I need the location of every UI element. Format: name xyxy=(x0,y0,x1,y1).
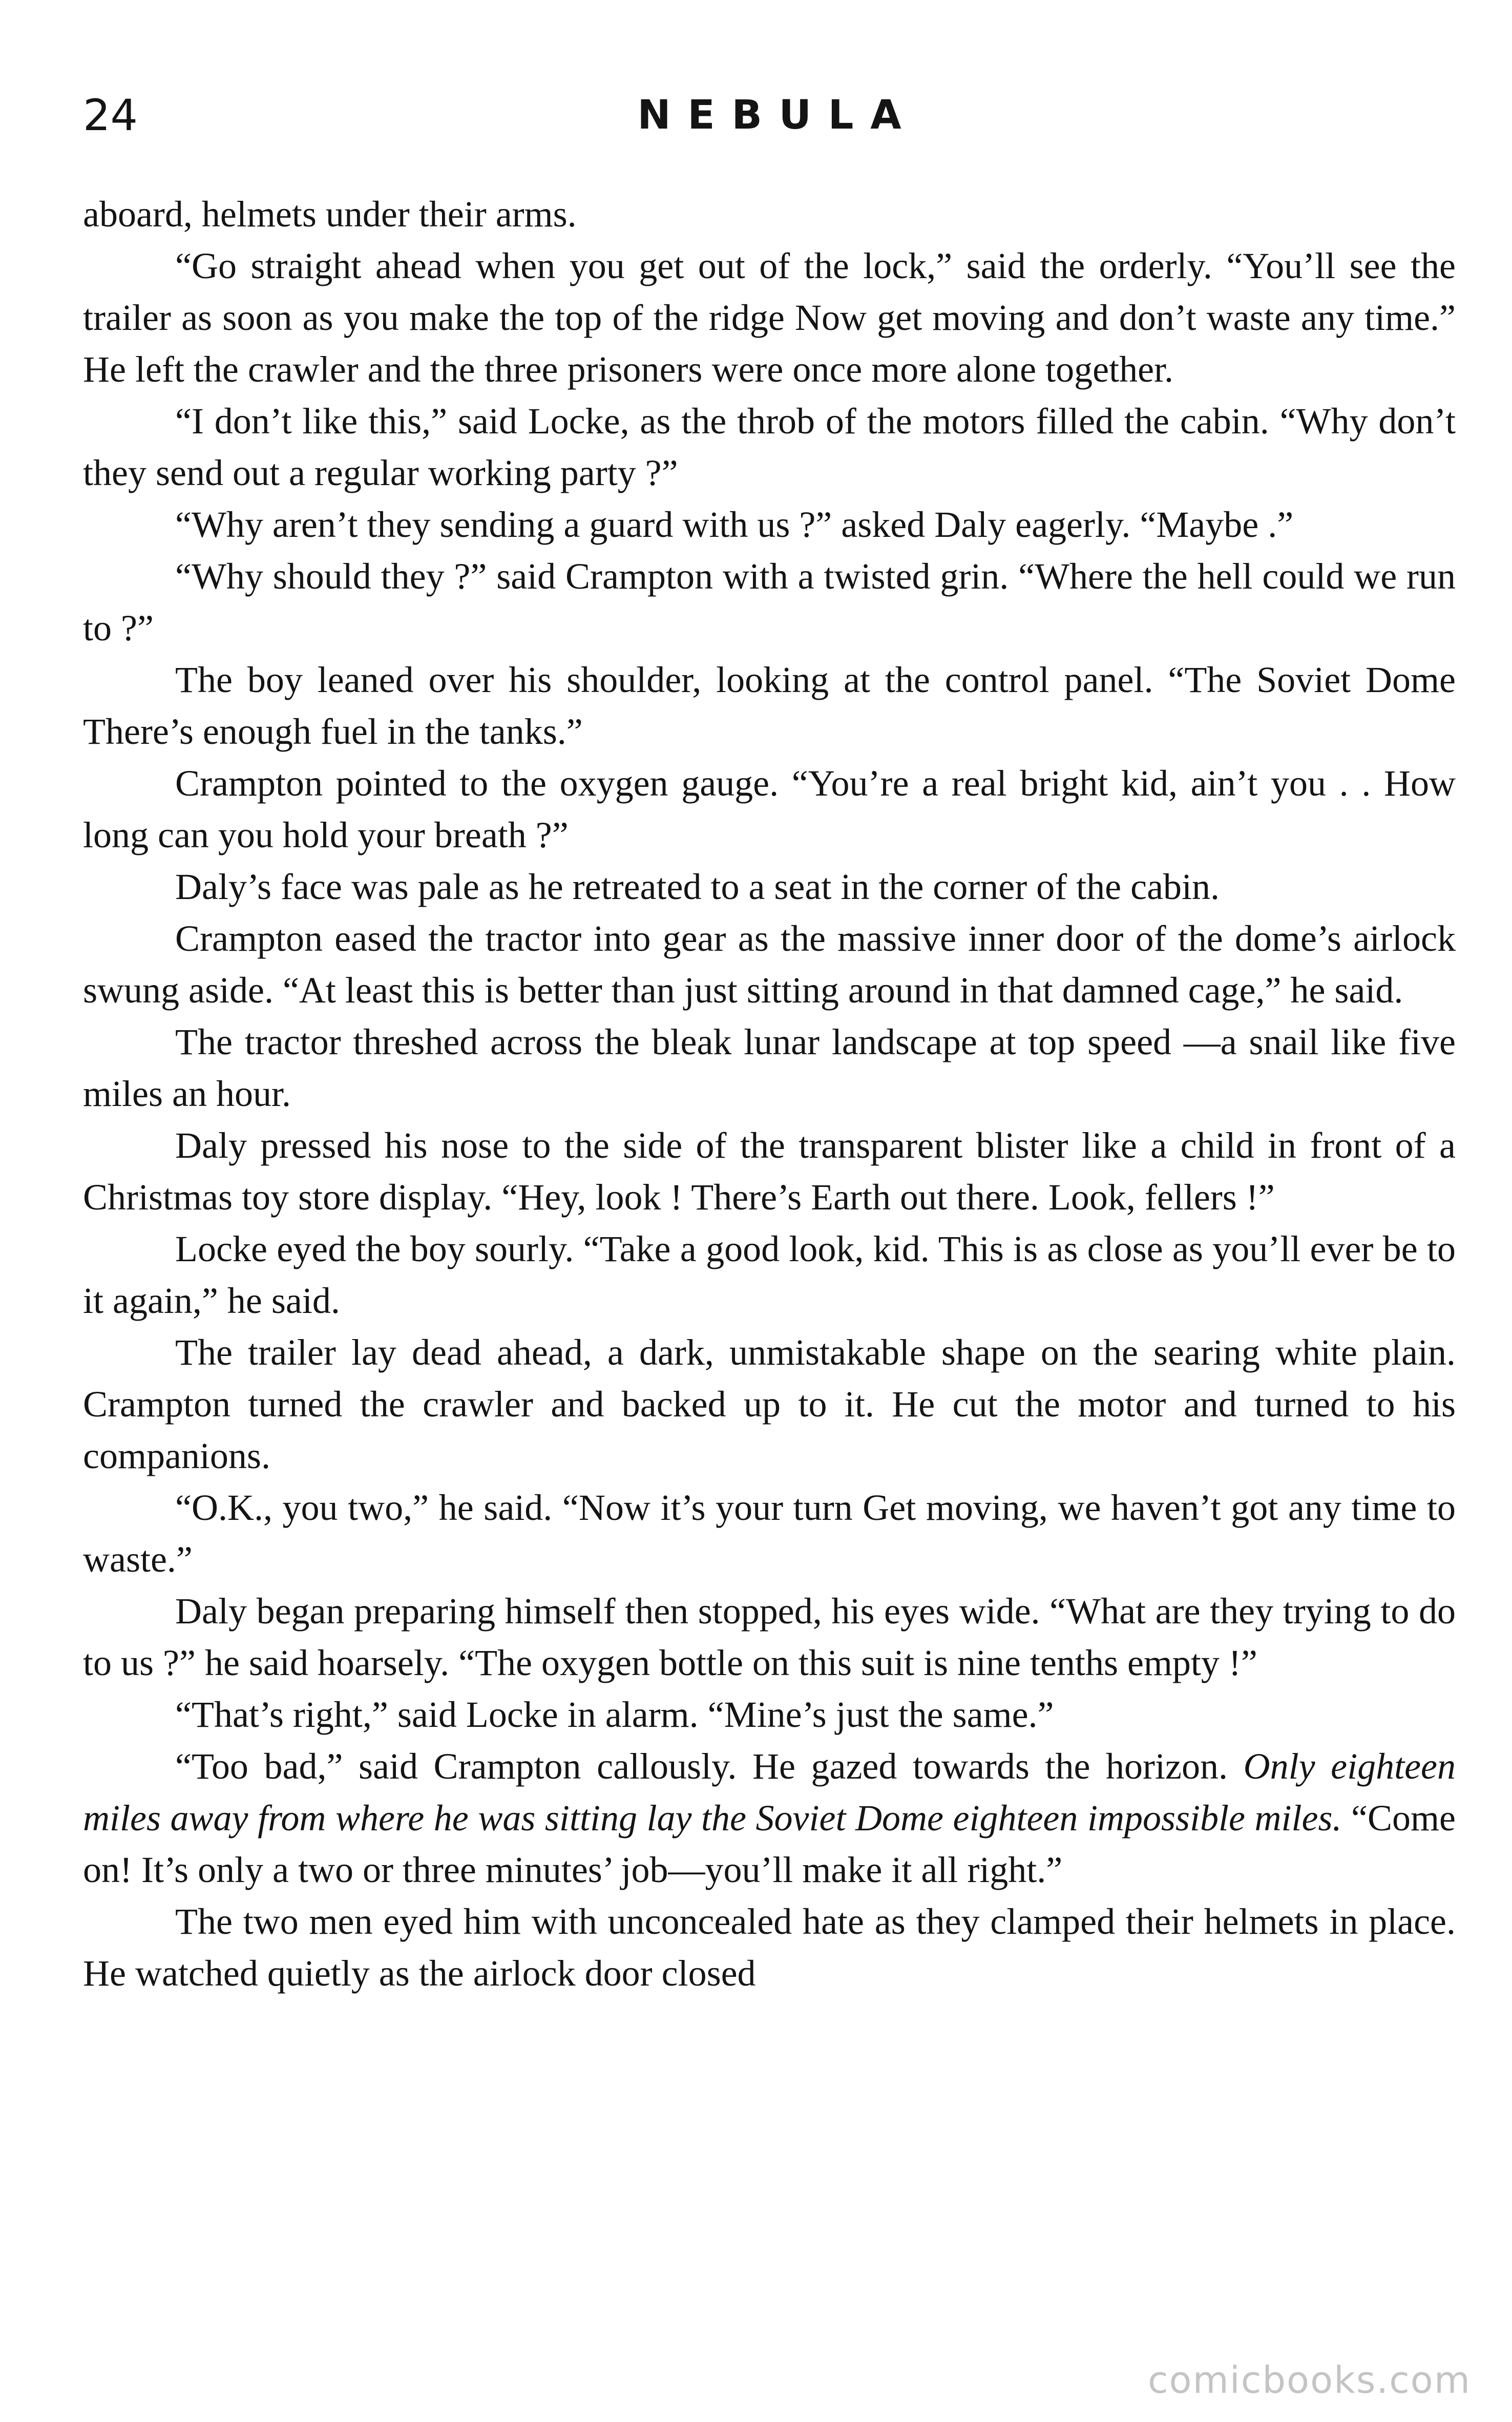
paragraph: Crampton eased the tractor into gear as the massive inner door of the dome’s airlock swung aside. “At least this is better than just sitting around in that damned cage,” he said. xyxy=(83,918,1456,1011)
paragraph: The boy leaned over his shoulder, looking at the control panel. “The Soviet Dome There’s enough fuel in the tanks.” xyxy=(83,659,1456,752)
running-head-title: NEBULA xyxy=(637,92,918,138)
paragraph: The trailer lay dead ahead, a dark, unmistakable shape on the searing white plain. Crampton turned the crawler and backed up to it. He cut the motor and turned to his companions. xyxy=(83,1332,1456,1476)
paragraph: “I don’t like this,” said Locke, as the throb of the motors filled the cabin. “Why don’t they send out a regular working party ?” xyxy=(83,401,1456,493)
page-number: 24 xyxy=(83,90,138,140)
watermark: comicbooks.com xyxy=(1147,2358,1471,2402)
paragraph: The tractor threshed across the bleak lunar landscape at top speed —a snail like five miles an hour. xyxy=(83,1021,1456,1114)
paragraph: Daly’s face was pale as he retreated to a seat in the corner of the cabin. xyxy=(175,866,1220,907)
paragraph: “Go straight ahead when you get out of the lock,” said the orderly. “You’ll see the trailer as soon as you make the top of the ridge Now get moving and don’t waste any time.” He left the crawler and the three prisoners were once more alone together. xyxy=(83,245,1456,390)
paragraph: “O.K., you two,” he said. “Now it’s your turn Get moving, we haven’t got any time to waste.” xyxy=(83,1487,1456,1580)
paragraph: Crampton pointed to the oxygen gauge. “You’re a real bright kid, ain’t you . . How long can you hold your breath ?” xyxy=(83,763,1456,855)
paragraph: Locke eyed the boy sourly. “Take a good look, kid. This is as close as you’ll ever be to it again,” he said. xyxy=(83,1228,1456,1321)
paragraph-segment: “Come on! It’s only a two or three minutes’ job—you’ll make it all right.” xyxy=(83,1798,1456,1890)
paragraph: “That’s right,” said Locke in alarm. “Mine’s just the same.” xyxy=(175,1694,1054,1735)
paragraph: The two men eyed him with unconcealed hate as they clamped their helmets in place. He watched quietly as the airlock door closed xyxy=(83,1901,1456,1994)
paragraph: aboard, helmets under their arms. xyxy=(83,194,577,235)
paragraph: Daly pressed his nose to the side of the transparent blister like a child in front of a Christmas toy store display. “Hey, look ! There’s Earth out there. Look, fellers !” xyxy=(83,1125,1456,1218)
paragraph: “Why aren’t they sending a guard with us ?” asked Daly eagerly. “Maybe .” xyxy=(175,504,1294,545)
paragraph: “Why should they ?” said Crampton with a twisted grin. “Where the hell could we run to ?” xyxy=(83,556,1456,649)
paragraph-segment: “Too bad,” said Crampton callously. He gazed towards the horizon. xyxy=(175,1746,1244,1787)
body-text xyxy=(83,189,1456,1999)
page-header xyxy=(83,87,1456,143)
italic-passage: Only eighteen miles away from where he was sitting lay the Soviet Dome eighteen impossible miles. xyxy=(83,1746,1456,1839)
paragraph xyxy=(83,1741,1456,1896)
paragraph: Daly began preparing himself then stopped, his eyes wide. “What are they trying to do to us ?” he said hoarsely. “The oxygen bottle on this suit is nine tenths empty !” xyxy=(83,1591,1456,1683)
